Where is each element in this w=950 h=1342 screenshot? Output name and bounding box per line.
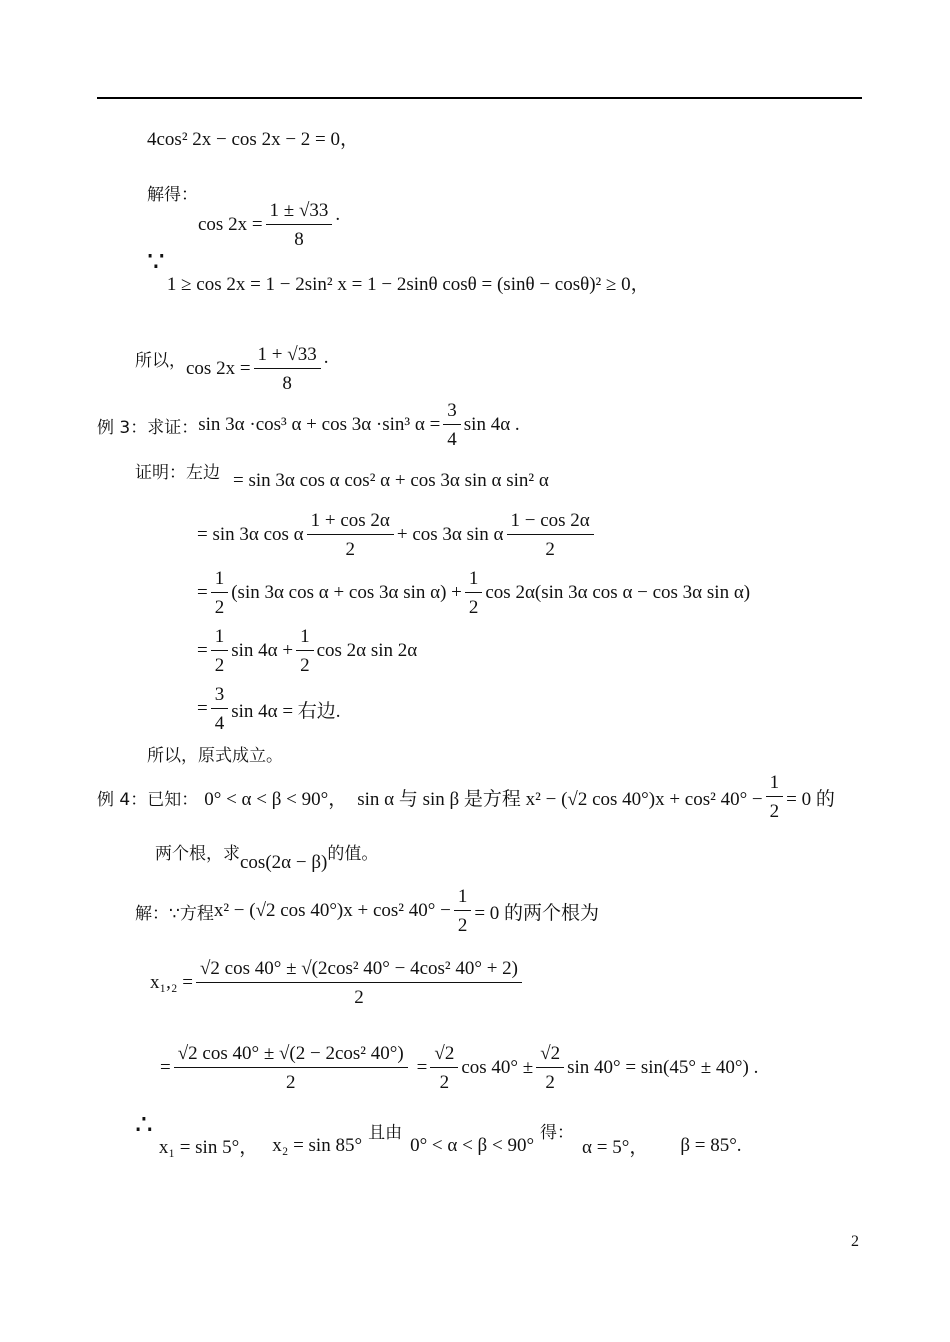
fraction bbox=[443, 400, 461, 451]
proof-step-3 bbox=[197, 568, 750, 619]
proof-label-line bbox=[135, 458, 220, 483]
equals-sign: = bbox=[160, 1057, 171, 1079]
proof-step-1 bbox=[233, 470, 549, 492]
fraction-denominator: 2 bbox=[439, 1071, 450, 1093]
fraction-denominator: 2 bbox=[214, 654, 225, 676]
fraction bbox=[536, 1043, 564, 1094]
connector-text: 得： bbox=[540, 1123, 575, 1143]
solution-line bbox=[147, 180, 340, 251]
fraction-denominator: 8 bbox=[294, 228, 304, 250]
equation-text: x₁,₂ = bbox=[150, 972, 193, 994]
equation-text: sin 4α = 右边. bbox=[231, 700, 341, 722]
period-text: . bbox=[323, 347, 329, 369]
fraction-numerator: √2 bbox=[536, 1043, 564, 1068]
equation-text: sin 4α + bbox=[231, 640, 294, 662]
fraction-numerator: 1 + √33 bbox=[254, 344, 321, 369]
example-4-question bbox=[155, 828, 378, 874]
fraction bbox=[507, 510, 594, 561]
equation-text: β = 85°. bbox=[680, 1134, 742, 1156]
period-text: . bbox=[335, 204, 341, 226]
equation-text: sin α 与 sin β 是方程 x² − (√2 cos 40°)x + cos² 40° − bbox=[357, 788, 763, 810]
fraction-denominator: 4 bbox=[214, 712, 225, 734]
fraction-numerator: 1 − cos 2α bbox=[507, 510, 594, 535]
connector-text: 且由 bbox=[368, 1123, 403, 1143]
solution-intro bbox=[135, 886, 599, 937]
fraction-denominator: 2 bbox=[545, 538, 555, 560]
proof-step-5 bbox=[197, 684, 341, 735]
fraction-denominator: 2 bbox=[214, 596, 225, 618]
fraction-numerator: √2 bbox=[430, 1043, 458, 1068]
page-number: 2 bbox=[851, 1233, 859, 1250]
header-rule bbox=[97, 97, 862, 99]
equals-sign: = bbox=[416, 1057, 428, 1079]
conclusion-text: 所以，原式成立。 bbox=[147, 746, 283, 766]
equation-text: cos 2α sin 2α bbox=[316, 640, 418, 662]
fraction-numerator: 3 bbox=[443, 400, 461, 425]
equation-text: cos 2α(sin 3α cos α − cos 3α sin α) bbox=[485, 582, 751, 604]
fraction-denominator: 2 bbox=[457, 914, 468, 936]
fraction-denominator: 2 bbox=[769, 800, 780, 822]
fraction bbox=[465, 568, 483, 619]
fraction-numerator: 1 bbox=[211, 626, 229, 651]
proof-label: 证明：左边 bbox=[135, 463, 220, 483]
equation-text: cos(2α − β) bbox=[240, 852, 328, 873]
equation-text: cos 40° ± bbox=[461, 1057, 534, 1079]
fraction-numerator: 3 bbox=[211, 684, 229, 709]
fraction bbox=[254, 344, 321, 395]
therefore-symbol: ∴ bbox=[135, 1110, 153, 1141]
example-3-statement bbox=[97, 400, 520, 451]
fraction-numerator: 1 bbox=[296, 626, 314, 651]
fraction-denominator: 2 bbox=[468, 596, 479, 618]
equation-text: = sin 3α cos α bbox=[197, 524, 304, 546]
equation-text: sin 3α ·cos³ α + cos 3α ·sin³ α = bbox=[198, 414, 441, 436]
because-line bbox=[147, 247, 650, 296]
fraction bbox=[211, 568, 229, 619]
fraction bbox=[430, 1043, 458, 1094]
equation-text: α = 5°， bbox=[582, 1137, 649, 1158]
fraction bbox=[211, 684, 229, 735]
example-label: 例 4：已知： bbox=[97, 789, 199, 810]
result-line bbox=[135, 322, 328, 395]
fraction-numerator: √2 cos 40° ± √(2 − 2cos² 40°) bbox=[174, 1043, 408, 1068]
equation-text: = 0 的 bbox=[786, 788, 835, 810]
fraction-denominator: 2 bbox=[300, 654, 310, 676]
equation-text: 0° < α < β < 90°， bbox=[204, 788, 348, 810]
fraction bbox=[266, 200, 333, 251]
equation-text: x² − (√2 cos 40°)x + cos² 40° − bbox=[213, 900, 451, 922]
conclusion-line bbox=[147, 741, 283, 766]
roots-simplified bbox=[160, 1043, 758, 1094]
fraction bbox=[307, 510, 394, 561]
equation-text: sin 4α . bbox=[463, 414, 520, 436]
question-text: 的值。 bbox=[327, 843, 379, 864]
equation-text: 1 ≥ cos 2x = 1 − 2sin² x = 1 − 2sinθ cosθ = (sinθ − cosθ)² ≥ 0， bbox=[166, 274, 650, 295]
equation-text: + cos 3α sin α bbox=[396, 524, 504, 546]
equation-text: 0° < α < β < 90° bbox=[410, 1134, 535, 1156]
fraction bbox=[211, 626, 229, 677]
final-line bbox=[135, 1110, 742, 1159]
equation-text: sin 40° = sin(45° ± 40°) . bbox=[567, 1057, 759, 1079]
fraction bbox=[766, 772, 784, 823]
because-symbol: ∵ bbox=[147, 247, 165, 278]
fraction-denominator: 8 bbox=[282, 372, 292, 394]
fraction-denominator: 4 bbox=[447, 428, 457, 450]
fraction bbox=[174, 1043, 408, 1094]
fraction-denominator: 2 bbox=[354, 986, 364, 1008]
label-text: 解得： bbox=[147, 185, 198, 205]
fraction-denominator: 2 bbox=[545, 1071, 555, 1093]
example-4-statement bbox=[97, 772, 835, 823]
label-text: 所以， bbox=[135, 350, 186, 371]
equation-text: = 0 的两个根为 bbox=[474, 902, 600, 924]
equation-text: cos 2x = bbox=[186, 358, 251, 380]
fraction-numerator: 1 bbox=[211, 568, 229, 593]
fraction-numerator: √2 cos 40° ± √(2cos² 40° − 4cos² 40° + 2) bbox=[196, 958, 522, 983]
fraction-denominator: 2 bbox=[345, 538, 355, 560]
proof-step-2 bbox=[197, 510, 597, 561]
fraction-numerator: 1 bbox=[766, 772, 784, 797]
roots-formula bbox=[150, 958, 525, 1009]
equals-sign: = bbox=[197, 640, 208, 662]
equals-sign: = bbox=[197, 582, 208, 604]
fraction-numerator: 1 bbox=[465, 568, 483, 593]
equation-text: cos 2x = bbox=[198, 214, 263, 236]
fraction-numerator: 1 bbox=[454, 886, 472, 911]
equals-sign: = bbox=[197, 698, 208, 720]
fraction-denominator: 2 bbox=[285, 1071, 296, 1093]
equation-text: x₂ = sin 85° bbox=[272, 1134, 363, 1156]
fraction bbox=[454, 886, 472, 937]
equation-text: = sin 3α cos α cos² α + cos 3α sin α sin² α bbox=[233, 470, 549, 491]
example-label: 例 3：求证： bbox=[97, 417, 199, 438]
fraction bbox=[196, 958, 522, 1009]
fraction bbox=[296, 626, 314, 677]
equation-text: (sin 3α cos α + cos 3α sin α) + bbox=[231, 582, 462, 604]
equation-line-1 bbox=[147, 124, 359, 151]
question-text: 两个根，求 bbox=[155, 843, 240, 864]
equation-text: 4cos² 2x − cos 2x − 2 = 0， bbox=[147, 129, 359, 150]
fraction-numerator: 1 ± √33 bbox=[266, 200, 333, 225]
equation-text: x₁ = sin 5°， bbox=[158, 1137, 259, 1158]
proof-step-4 bbox=[197, 626, 417, 677]
fraction-numerator: 1 + cos 2α bbox=[307, 510, 394, 535]
solution-label: 解：∵方程 bbox=[135, 903, 214, 924]
